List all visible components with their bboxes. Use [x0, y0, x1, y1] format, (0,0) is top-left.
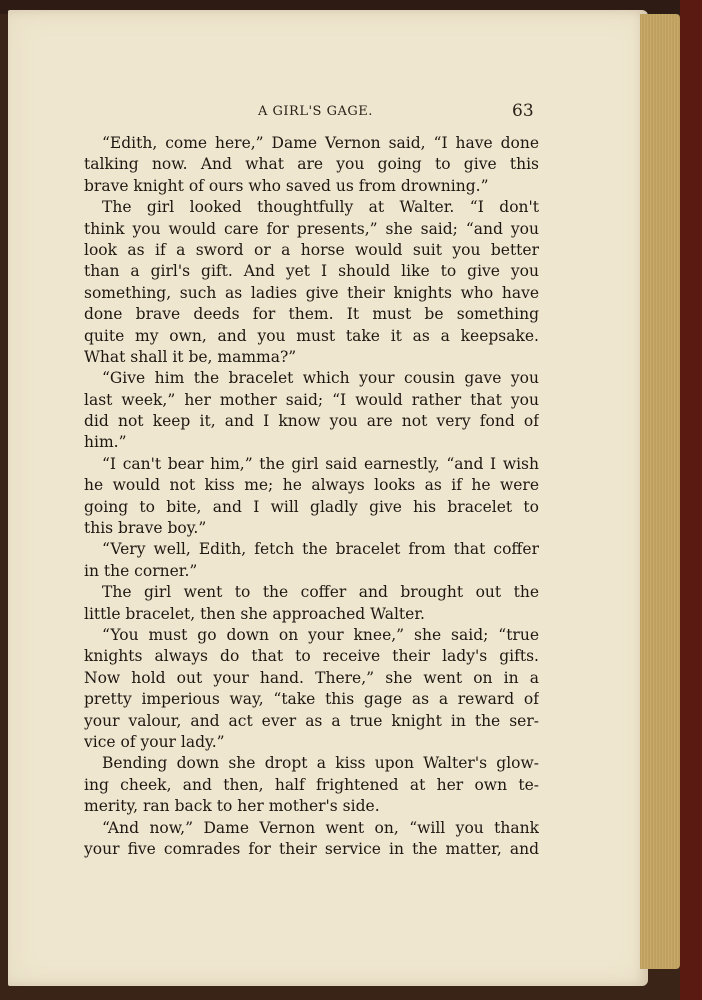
text-line: Bending down she dropt a kiss upon Walter's glow-: [102, 754, 539, 773]
text-line: ing cheek, and then, half frightened at her own te-: [84, 775, 539, 794]
text-line: “Very well, Edith, fetch the bracelet from that coffer: [102, 540, 539, 559]
text-line: knights always do that to receive their lady's gifts.: [84, 647, 539, 666]
text-line: The girl looked thoughtfully at Walter. “I don't: [102, 198, 539, 217]
text-line: done brave deeds for them. It must be something: [84, 305, 539, 324]
text-line: talking now. And what are you going to give this: [84, 155, 539, 174]
body-text: [84, 133, 539, 860]
text-line: think you would care for presents,” she said; “and you: [84, 219, 539, 238]
page-edges: [640, 14, 680, 969]
text-line: going to bite, and I will gladly give his bracelet to: [84, 497, 539, 516]
text-line: “I can't bear him,” the girl said earnestly, “and I wish: [102, 454, 539, 473]
text-line: something, such as ladies give their knights who have: [84, 283, 539, 302]
page-number: 63: [512, 101, 534, 121]
text-line: he would not kiss me; he always looks as if he were: [84, 476, 539, 495]
book-cover: [680, 0, 702, 1000]
text-line: pretty imperious way, “take this gage as a reward of: [84, 690, 539, 709]
running-head: A GIRL'S GAGE.: [258, 104, 373, 119]
text-line: The girl went to the coffer and brought out the: [102, 583, 539, 602]
text-line: “Give him the bracelet which your cousin gave you: [102, 369, 539, 388]
text-line: in the corner.”: [84, 561, 198, 580]
text-line: than a girl's gift. And yet I should like to give you: [84, 262, 539, 281]
text-line: merity, ran back to her mother's side.: [84, 797, 380, 816]
text-line: Now hold out your hand. There,” she went on in a: [84, 668, 539, 687]
text-line: “You must go down on your knee,” she said; “true: [102, 625, 539, 644]
text-line: look as if a sword or a horse would suit you better: [84, 240, 539, 259]
text-line: him.”: [84, 433, 127, 452]
text-line: last week,” her mother said; “I would rather that you: [84, 390, 539, 409]
text-line: brave knight of ours who saved us from drowning.”: [84, 176, 489, 195]
text-line: this brave boy.”: [84, 519, 207, 538]
text-line: did not keep it, and I know you are not very fond of: [84, 412, 539, 431]
page-header: [250, 101, 550, 123]
text-line: “Edith, come here,” Dame Vernon said, “I have done: [102, 134, 539, 152]
text-line: your valour, and act ever as a true knight in the ser-: [84, 711, 539, 730]
text-line: little bracelet, then she approached Walter.: [84, 604, 425, 623]
text-line: “And now,” Dame Vernon went on, “will you thank: [102, 818, 539, 837]
text-line: quite my own, and you must take it as a keepsake.: [84, 326, 539, 345]
text-line: What shall it be, mamma?”: [84, 347, 297, 366]
text-line: your five comrades for their service in the matter, and: [84, 839, 539, 858]
text-line: vice of your lady.”: [84, 732, 225, 751]
